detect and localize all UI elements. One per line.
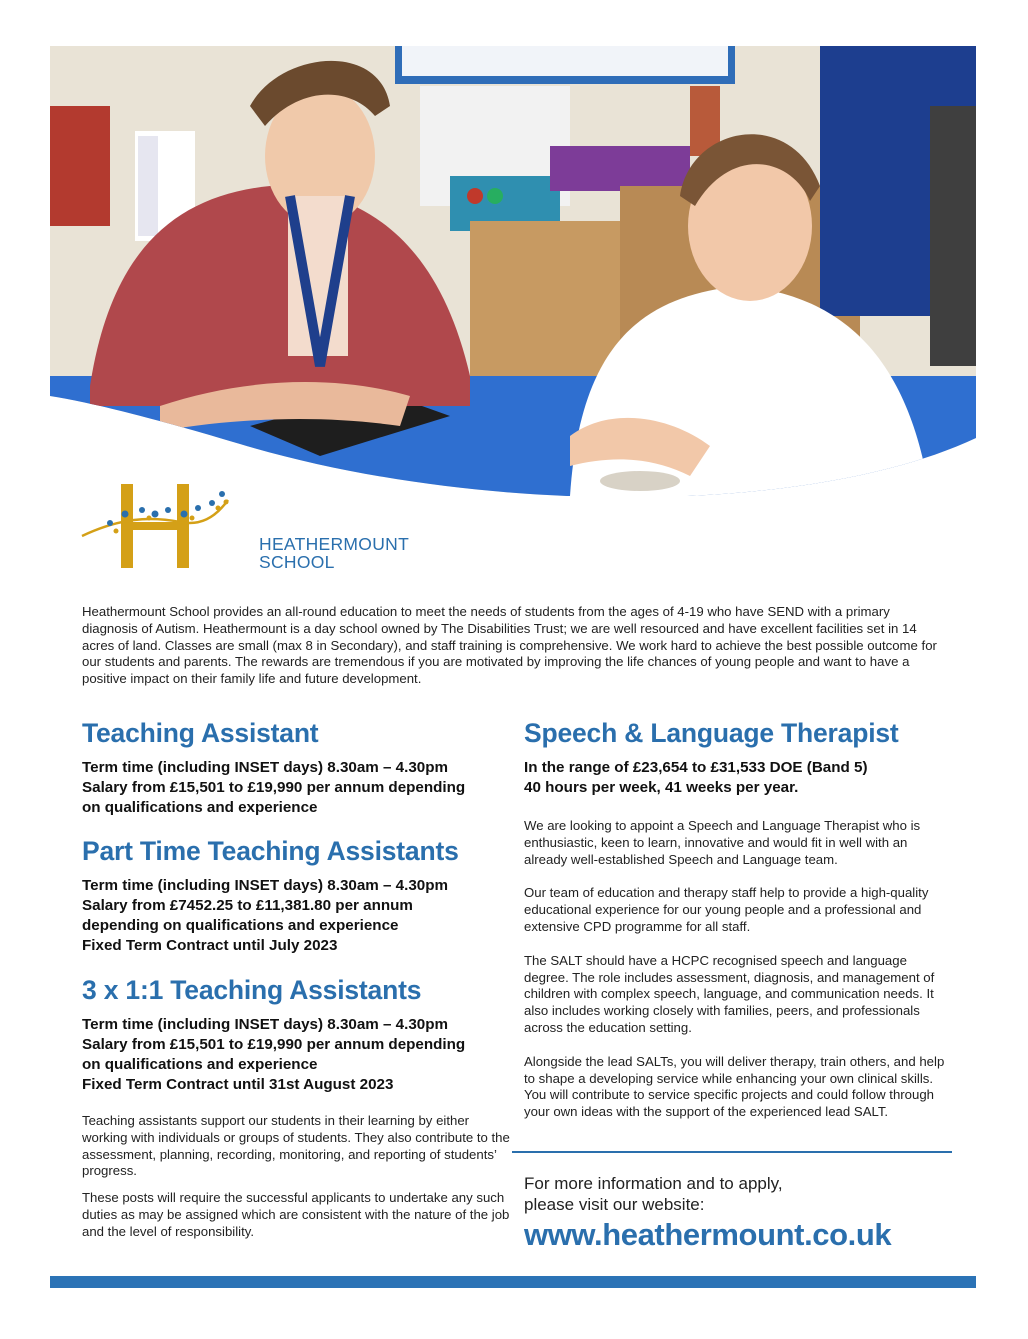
- right-column: [524, 716, 954, 1121]
- terms-line: In the range of £23,654 to £31,533 DOE (Band 5): [524, 759, 868, 776]
- terms-line: Salary from £7452.25 to £11,381.80 per annum: [82, 897, 413, 914]
- terms-line: on qualifications and experience: [82, 799, 318, 816]
- terms-line: Salary from £15,501 to £19,990 per annum depending: [82, 779, 466, 796]
- terms-line: Term time (including INSET days) 8.30am – 4.30pm: [82, 1016, 449, 1033]
- terms-line: Salary from £15,501 to £19,990 per annum depending: [82, 1036, 466, 1053]
- slt-paragraph: We are looking to appoint a Speech and Language Therapist who is enthusiastic, keen to learn, innovative and would fit in well with an already well-established Speech and Language team.: [524, 818, 921, 867]
- apply-line: please visit our website:: [524, 1195, 705, 1214]
- footer-bar: [50, 1276, 976, 1288]
- slt-paragraph: Our team of education and therapy staff help to provide a high-quality educational experience for our young people and a professional and extensive CPD programme for all staff.: [524, 885, 929, 934]
- ta-duties-paragraph: These posts will require the successful applicants to undertake any such duties as may be assigned which are consistent with the nature of the job and the level of responsibility.: [82, 1190, 510, 1239]
- one-to-one-ta-heading: 3 x 1:1 Teaching Assistants: [82, 975, 422, 1005]
- terms-line: Term time (including INSET days) 8.30am – 4.30pm: [82, 877, 449, 894]
- terms-line: Term time (including INSET days) 8.30am – 4.30pm: [82, 759, 449, 776]
- intro-paragraph: Heathermount School provides an all-round education to meet the needs of students from the ages of 4-19 who have SEND with a primary diagnosis of Autism. Heathermount is a day school owned by The Disabilities Trust; we are well resourced and have excellent facilities set in 14 acres of land. Classes are small (max 8 in Secondary), and staff training is comprehensive. We work hard to achieve the best possible outcome for our students and parents. The rewards are tremendous if you are motivated by improving the life chances of young people and want to have a positive impact on their family life and future development.: [82, 604, 937, 687]
- ta-description-paragraph: Teaching assistants support our students in their learning by either working with individuals or groups of students. They also contribute to the assessment, planning, recording, monitoring, and reporting of students’ progress.: [82, 1113, 510, 1179]
- heathermount-logo: [80, 478, 410, 578]
- part-time-ta-heading: Part Time Teaching Assistants: [82, 836, 459, 866]
- slt-terms: [524, 758, 954, 798]
- apply-line: For more information and to apply,: [524, 1174, 783, 1193]
- website-link[interactable]: www.heathermount.co.uk: [524, 1217, 892, 1252]
- left-column: [82, 716, 512, 1241]
- speech-language-therapist-heading: Speech & Language Therapist: [524, 718, 899, 748]
- slt-paragraph: The SALT should have a HCPC recognised speech and language degree. The role includes assessment, diagnosis, and management of children with complex speech, language, and communication needs. It also includes working closely with families, peers, and professionals across the education setting.: [524, 952, 935, 1035]
- hero-photo: [50, 46, 976, 496]
- apply-instructions: [524, 1173, 783, 1215]
- teaching-assistant-heading: Teaching Assistant: [82, 718, 319, 748]
- terms-line: depending on qualifications and experience: [82, 917, 399, 934]
- terms-line: Fixed Term Contract until 31st August 2023: [82, 1076, 394, 1093]
- one-to-one-ta-terms: [82, 1015, 512, 1095]
- teaching-assistant-terms: [82, 758, 512, 818]
- terms-line: 40 hours per week, 41 weeks per year.: [524, 779, 799, 796]
- terms-line: Fixed Term Contract until July 2023: [82, 937, 338, 954]
- slt-paragraph: Alongside the lead SALTs, you will deliver therapy, train others, and help to shape a developing service while enhancing your own clinical skills. You will contribute to service specific projects and could follow through your own ideas with the support of the experienced lead SALT.: [524, 1053, 945, 1120]
- logo-word-school: SCHOOL: [259, 552, 335, 572]
- apply-divider: [512, 1151, 952, 1153]
- terms-line: on qualifications and experience: [82, 1056, 318, 1073]
- part-time-ta-terms: [82, 876, 512, 956]
- logo-word-heathermount: HEATHERMOUNT: [259, 534, 410, 554]
